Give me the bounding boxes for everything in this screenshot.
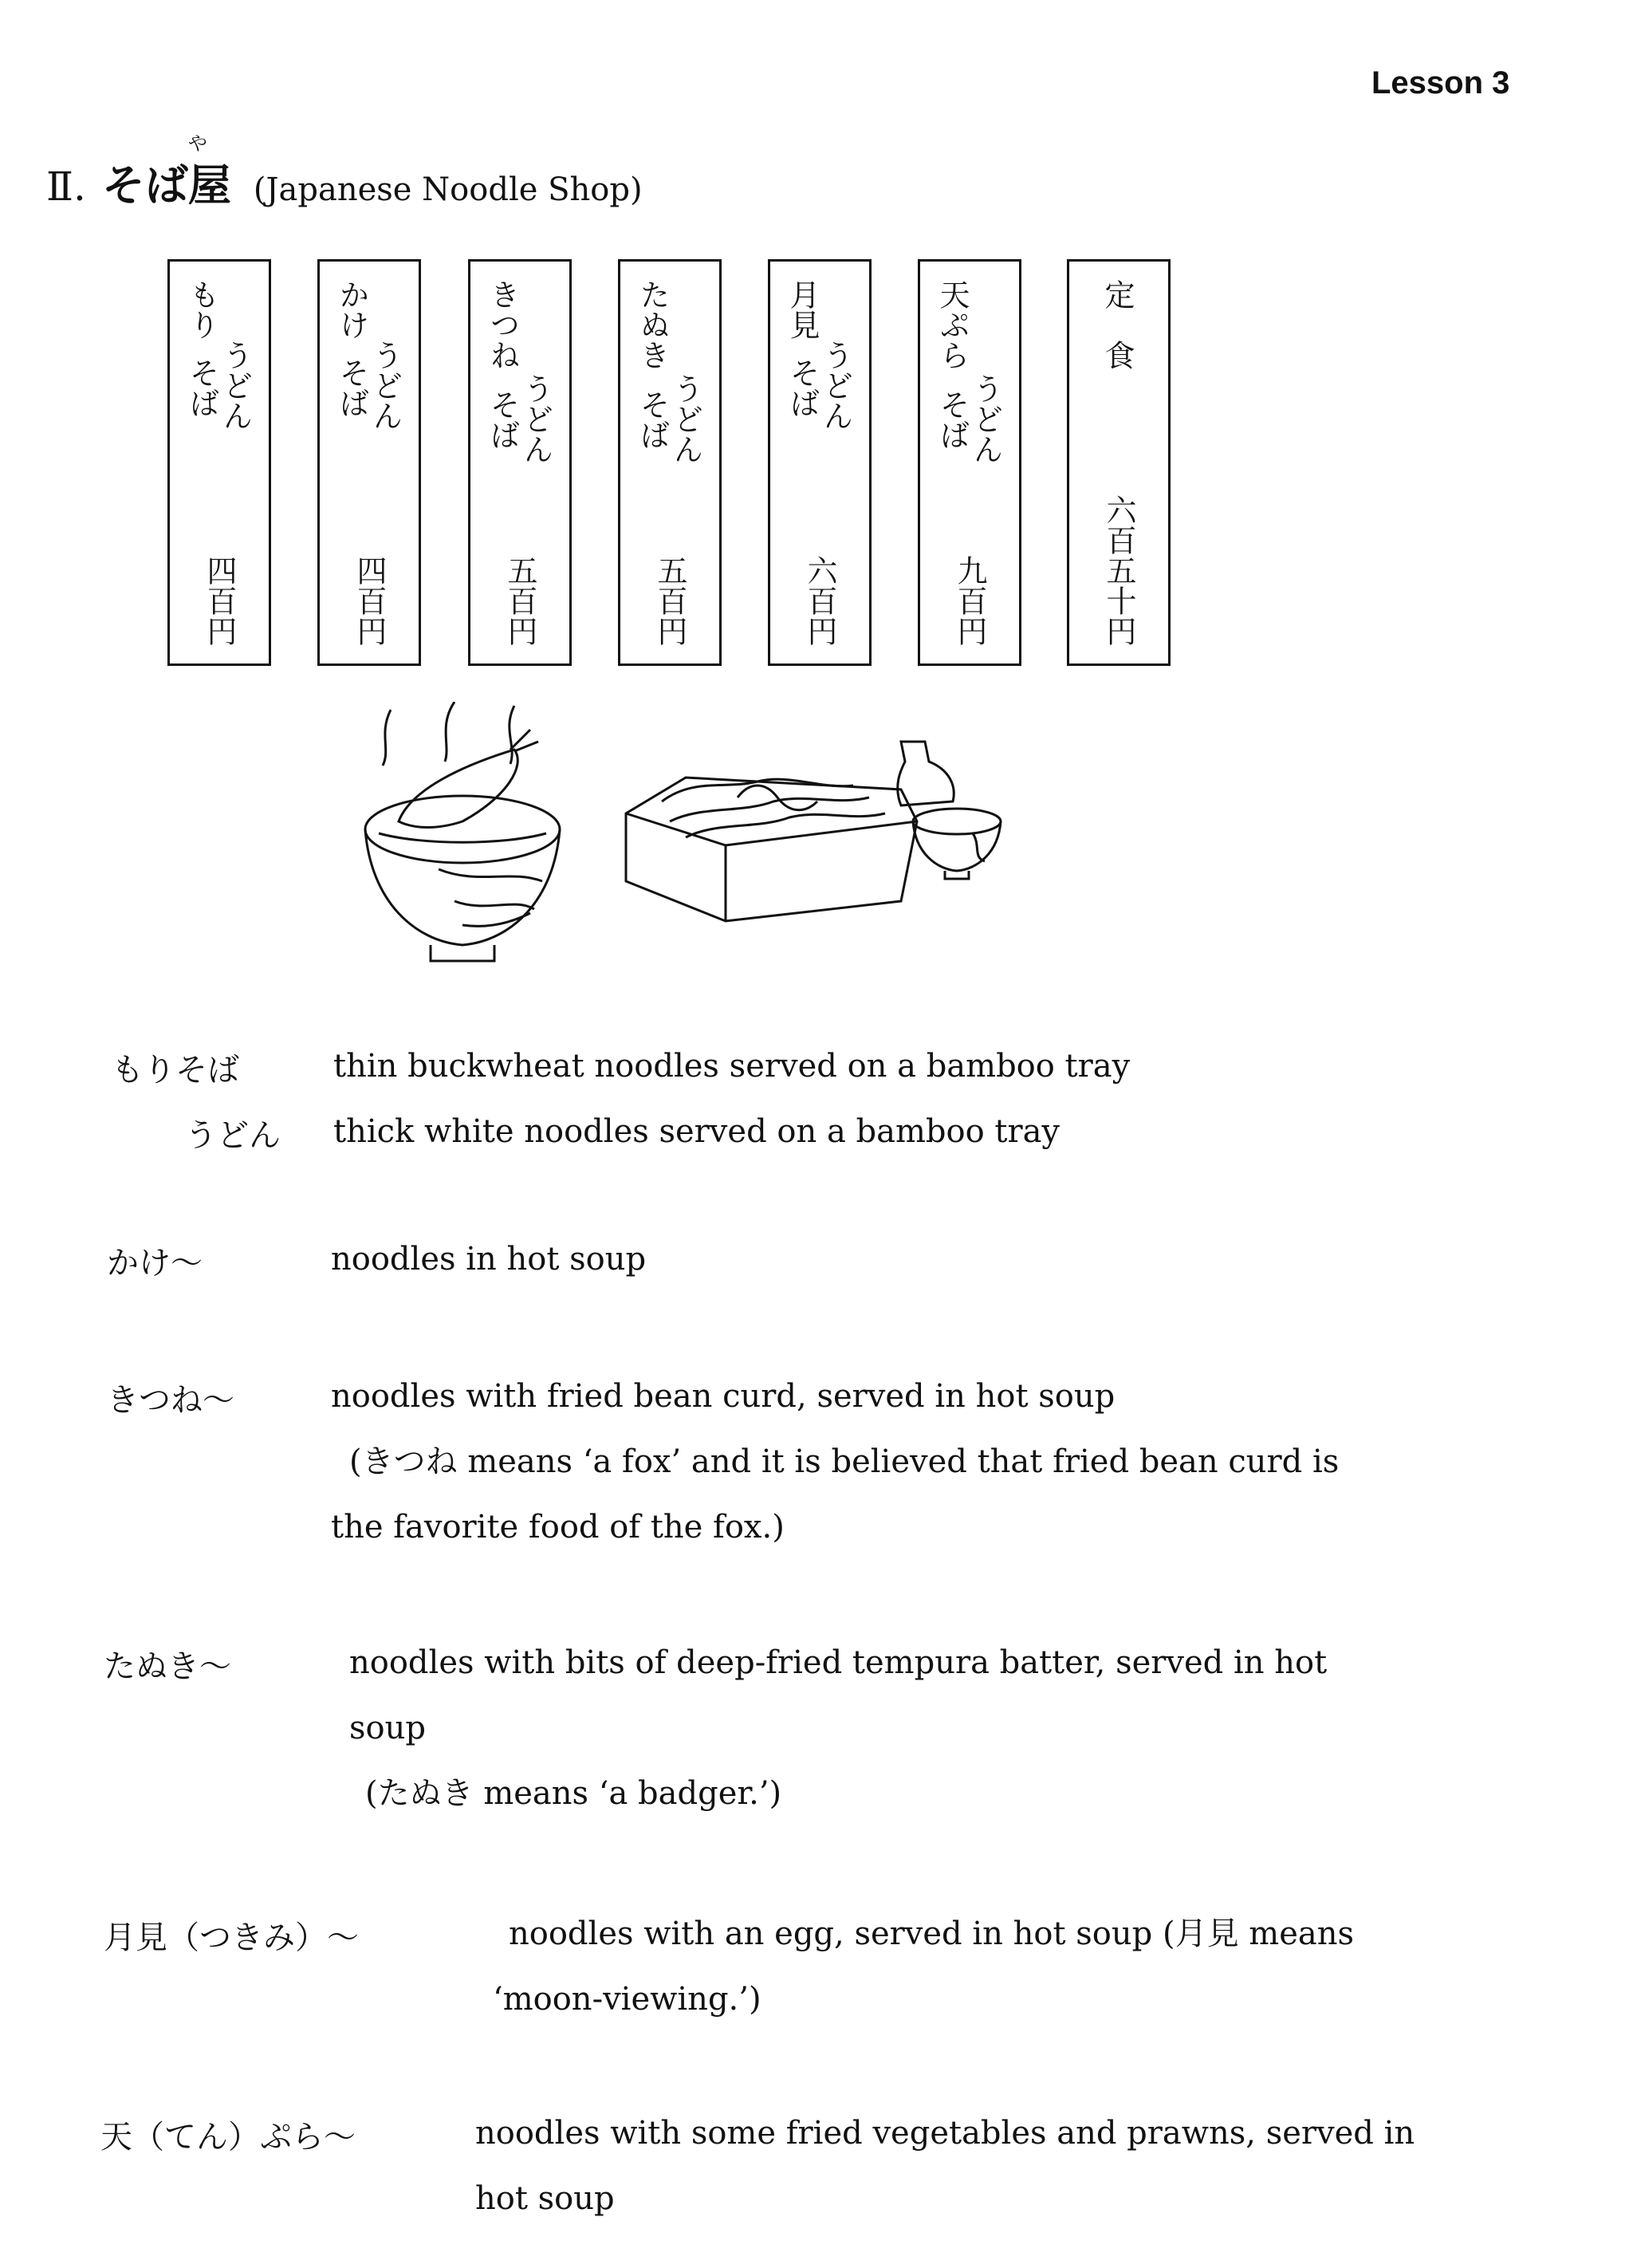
menu-item-name: そば xyxy=(785,357,820,418)
term-morisoba: もりそば xyxy=(112,1052,239,1089)
def-tanuki: noodles with bits of deep-fried tempura batter, served in hot xyxy=(349,1644,1328,1681)
menu-item-price: 四百円 xyxy=(352,555,387,646)
menu-item-price: 六百五十円 xyxy=(1101,494,1136,646)
menu-board-tanuki xyxy=(618,259,722,666)
menu-item-name: うどん xyxy=(368,340,403,431)
section-title-japanese xyxy=(101,132,231,213)
def-tempura-cont: hot soup xyxy=(475,2180,615,2217)
menu-item-name: そば xyxy=(334,357,369,418)
section-numeral: Ⅱ. xyxy=(46,163,86,210)
menu-item-name: もり xyxy=(184,279,219,340)
menu-board-tsukimi xyxy=(768,259,872,666)
menu-item-name: うどん xyxy=(218,340,253,431)
menu-item-name: そば xyxy=(635,389,670,450)
menu-item-name: うどん xyxy=(668,373,703,464)
def-udon: thick white noodles served on a bamboo tray xyxy=(333,1113,1060,1150)
term-udon: うどん xyxy=(185,1117,281,1154)
menu-item-price: 四百円 xyxy=(202,555,237,646)
noodle-illustration xyxy=(343,702,1021,973)
menu-board-tempura xyxy=(918,259,1021,666)
menu-item-name: そば xyxy=(935,389,970,450)
menu-item-name: 月見 xyxy=(785,279,820,340)
term-kitsune: きつね～ xyxy=(107,1382,234,1419)
steam-icon xyxy=(383,710,391,766)
menu-item-name: かけ xyxy=(334,279,369,340)
def-tsukimi: noodles with an egg, served in hot soup (月見 means xyxy=(509,1916,1355,1952)
term-tempura: 天（てん）ぷら～ xyxy=(100,2119,356,2156)
def-kitsune-note-cont: the favorite food of the fox.) xyxy=(331,1509,785,1545)
term-kake: かけ～ xyxy=(107,1245,203,1282)
menu-item-name: うどん xyxy=(968,373,1003,464)
section-title-english: (Japanese Noodle Shop) xyxy=(253,171,643,208)
menu-board-kitsune xyxy=(468,259,572,666)
menu-item-name: 定 食 xyxy=(1100,279,1135,370)
lesson-label: Lesson 3 xyxy=(1371,65,1510,100)
menu-item-price: 五百円 xyxy=(502,555,537,646)
menu-item-name: きつね xyxy=(485,279,520,370)
menu-item-name: うどん xyxy=(818,340,853,431)
section-heading xyxy=(46,132,643,213)
def-kitsune: noodles with fried bean curd, served in hot soup xyxy=(331,1378,1116,1415)
menu-board-teishoku xyxy=(1067,259,1171,666)
sauce-bottle-icon xyxy=(898,742,954,805)
menu-board-kake xyxy=(317,259,421,666)
udon-bowl-icon xyxy=(365,730,560,961)
menu-item-price: 六百円 xyxy=(802,555,837,646)
def-tempura: noodles with some fried vegetables and prawns, served in xyxy=(475,2115,1415,2152)
steam-icon xyxy=(445,702,454,762)
menu-item-price: 九百円 xyxy=(952,555,987,646)
def-morisoba: thin buckwheat noodles served on a bamboo tray xyxy=(333,1048,1131,1085)
term-tsukimi: 月見（つきみ）～ xyxy=(104,1920,359,1956)
def-kitsune-note: (きつね means ‘a fox’ and it is believed that fried bean curd is xyxy=(349,1443,1340,1480)
term-tanuki: たぬき～ xyxy=(104,1648,231,1685)
menu-item-name: そば xyxy=(184,357,219,418)
soba-tray-icon xyxy=(626,778,917,921)
menu-item-name: 天ぷら xyxy=(935,279,970,370)
menu-item-name: たぬき xyxy=(635,279,670,370)
def-tanuki-cont: soup xyxy=(349,1710,426,1746)
steam-icon xyxy=(510,706,514,764)
def-tsukimi-cont: ‘moon-viewing.’) xyxy=(493,1981,761,2018)
def-kake: noodles in hot soup xyxy=(331,1241,647,1278)
furigana: や xyxy=(187,132,207,155)
menu-board-mori xyxy=(167,259,271,666)
menu-item-name: そば xyxy=(485,389,520,450)
menu-item-price: 五百円 xyxy=(652,555,687,646)
title-text: そば屋 xyxy=(101,160,231,211)
def-tanuki-note: (たぬき means ‘a badger.’) xyxy=(365,1775,782,1812)
menu-item-name: うどん xyxy=(518,373,553,464)
dipping-cup-icon xyxy=(913,809,1001,879)
